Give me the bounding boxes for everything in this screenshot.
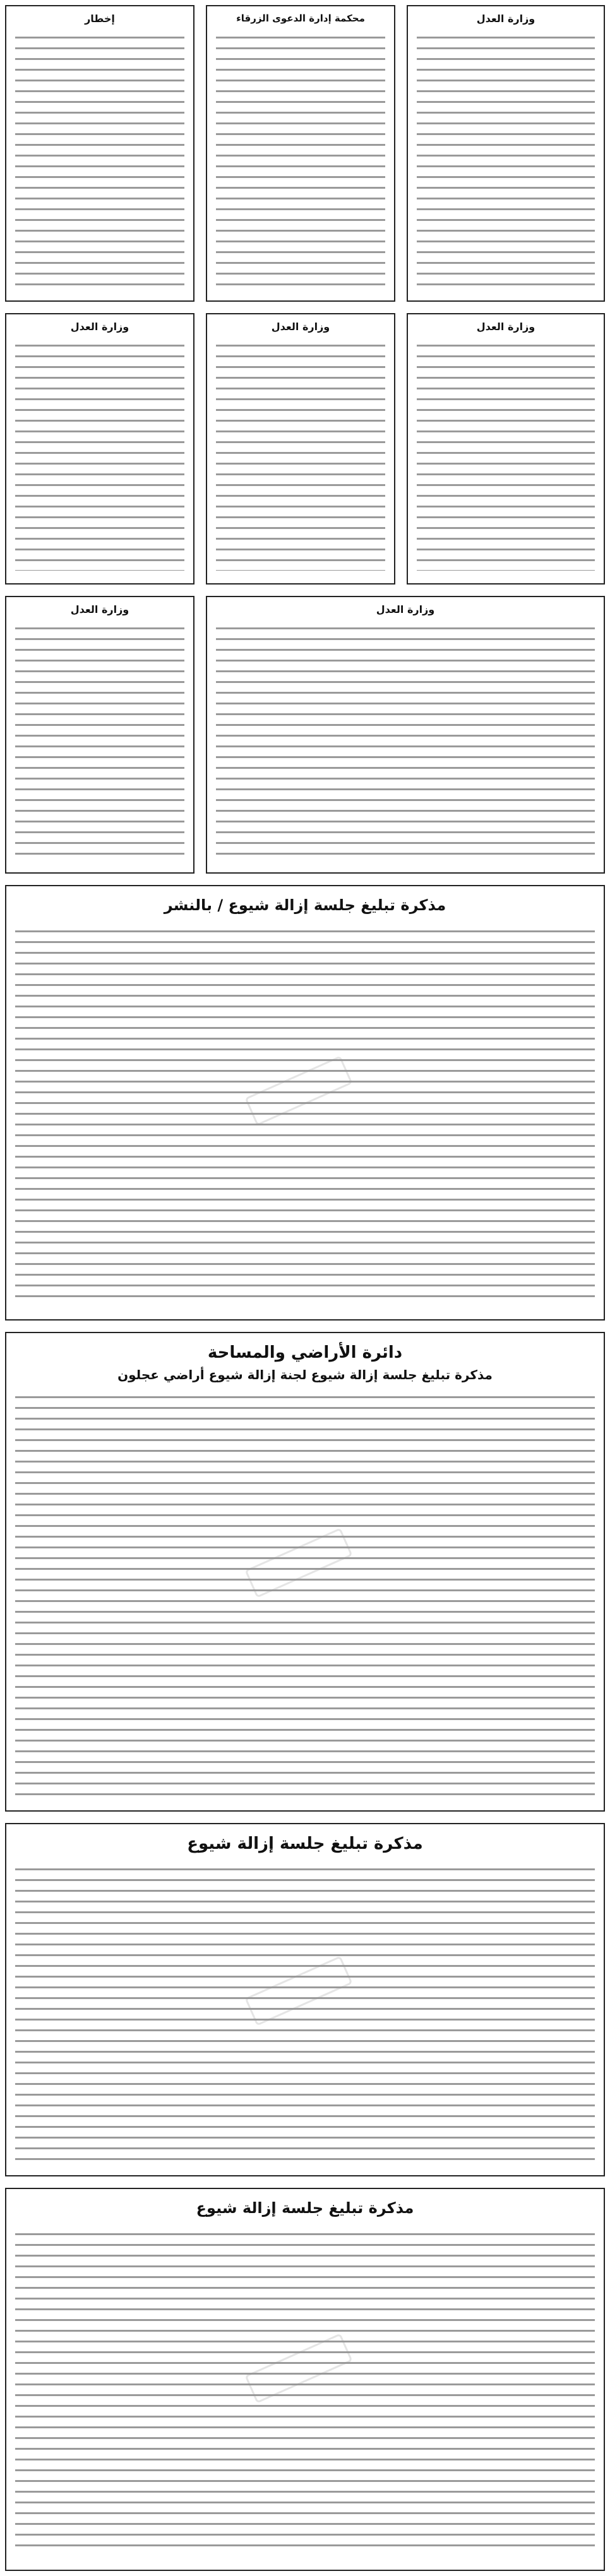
notice-top-left: [5, 5, 194, 302]
notice-row3-right: [206, 596, 605, 874]
notice-body: [15, 627, 184, 860]
notice-row2-right: [407, 313, 605, 585]
notice-body: [15, 37, 184, 288]
notice-heading: إخطار: [85, 13, 115, 25]
notice-row3-left: [5, 596, 194, 874]
notice-body: [216, 627, 595, 860]
notice-top-center: [206, 5, 395, 302]
notice-heading: دائرة الأراضي والمساحة: [207, 1343, 403, 1362]
notice-row2-center: [206, 313, 395, 585]
notice-body: [15, 345, 184, 571]
notice-body: [216, 37, 385, 288]
notice-body: [216, 345, 385, 571]
notice-heading: محكمة إدارة الدعوى الزرقاء: [236, 13, 365, 24]
notice-subheading: مذكرة تبليغ جلسة إزالة شيوع لجنة إزالة شيوع أراضي عجلون: [117, 1367, 493, 1382]
notice-full-4: [5, 2188, 605, 2571]
notice-heading: وزارة العدل: [476, 13, 535, 25]
notice-top-right: [407, 5, 605, 302]
notice-heading: مذكرة تبليغ جلسة إزالة شيوع: [196, 2199, 414, 2217]
notice-heading: وزارة العدل: [70, 603, 129, 615]
notice-full-1: [5, 885, 605, 1321]
notice-heading: مذكرة تبليغ جلسة إزالة شيوع / بالنشر: [164, 896, 446, 914]
notice-body: [15, 1868, 595, 2160]
notice-body: [15, 930, 595, 1304]
notice-body: [417, 37, 595, 288]
notice-body: [15, 1396, 595, 1795]
notice-body: [15, 2233, 595, 2555]
notice-heading: مذكرة تبليغ جلسة إزالة شيوع: [187, 1834, 423, 1853]
notice-heading: وزارة العدل: [70, 321, 129, 333]
notice-row2-left: [5, 313, 194, 585]
notice-heading: وزارة العدل: [476, 321, 535, 333]
notice-heading: وزارة العدل: [376, 603, 435, 615]
notice-full-2: [5, 1332, 605, 1812]
notice-heading: وزارة العدل: [271, 321, 330, 333]
notice-full-3: [5, 1823, 605, 2176]
notice-body: [417, 345, 595, 571]
